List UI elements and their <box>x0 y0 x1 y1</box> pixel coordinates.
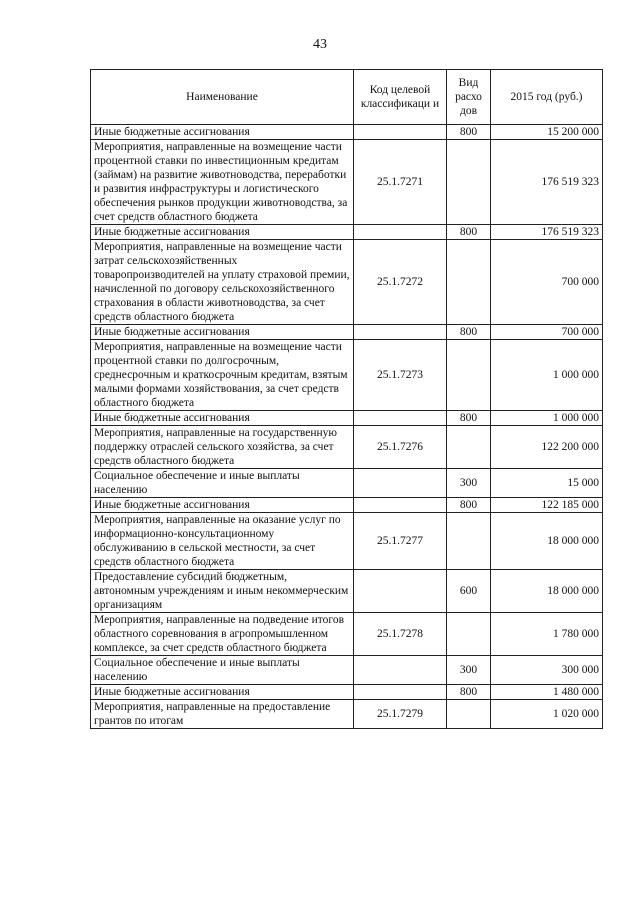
cell-sum: 176 519 323 <box>491 140 603 225</box>
table-row <box>91 513 603 570</box>
cell-code: 25.1.7272 <box>354 240 447 325</box>
table-body <box>91 125 603 729</box>
cell-code <box>354 411 447 426</box>
header-name: Наименование <box>91 70 354 125</box>
cell-name: Предоставление субсидий бюджетным, автономным учреждениям и иным некоммерческим организациям <box>91 570 354 613</box>
cell-code <box>354 498 447 513</box>
cell-type <box>447 240 491 325</box>
cell-type: 800 <box>447 225 491 240</box>
cell-sum: 15 200 000 <box>491 125 603 140</box>
cell-code: 25.1.7277 <box>354 513 447 570</box>
table-row <box>91 656 603 685</box>
cell-type: 800 <box>447 125 491 140</box>
table-row <box>91 325 603 340</box>
table-row <box>91 125 603 140</box>
cell-name: Мероприятия, направленные на государственную поддержку отраслей сельского хозяйства, за счет средств областного бюджета <box>91 426 354 469</box>
cell-type <box>447 340 491 411</box>
cell-code: 25.1.7273 <box>354 340 447 411</box>
table-row <box>91 225 603 240</box>
cell-name: Мероприятия, направленные на предоставление грантов по итогам <box>91 700 354 729</box>
cell-code: 25.1.7278 <box>354 613 447 656</box>
cell-name: Мероприятия, направленные на возмещение части процентной ставки по инвестиционным кредитам (займам) на развитие животноводства, переработки и развития инфраструктуры и логистического обеспечения рынков продукции животноводства, за счет средств областного бюджета <box>91 140 354 225</box>
table-row <box>91 498 603 513</box>
cell-sum: 700 000 <box>491 325 603 340</box>
cell-name: Иные бюджетные ассигнования <box>91 225 354 240</box>
cell-code: 25.1.7276 <box>354 426 447 469</box>
cell-name: Иные бюджетные ассигнования <box>91 685 354 700</box>
page-number: 43 <box>313 37 327 52</box>
cell-sum: 700 000 <box>491 240 603 325</box>
cell-name: Иные бюджетные ассигнования <box>91 325 354 340</box>
cell-code <box>354 469 447 498</box>
cell-sum: 18 000 000 <box>491 513 603 570</box>
cell-type <box>447 426 491 469</box>
header-sum: 2015 год (руб.) <box>491 70 603 125</box>
table-row <box>91 426 603 469</box>
cell-code: 25.1.7279 <box>354 700 447 729</box>
table-row <box>91 685 603 700</box>
cell-name: Социальное обеспечение и иные выплаты населению <box>91 656 354 685</box>
cell-type: 800 <box>447 685 491 700</box>
cell-code: 25.1.7271 <box>354 140 447 225</box>
budget-table <box>90 69 603 729</box>
cell-sum: 1 480 000 <box>491 685 603 700</box>
table-row <box>91 570 603 613</box>
cell-name: Мероприятия, направленные на возмещение части затрат сельскохозяйственных товаропроизводителей на уплату страховой премии, начисленной по договору сельскохозяйственного страхования в области животноводства, за счет средств областного бюджета <box>91 240 354 325</box>
cell-type <box>447 613 491 656</box>
cell-name: Иные бюджетные ассигнования <box>91 411 354 426</box>
cell-type: 600 <box>447 570 491 613</box>
cell-type: 300 <box>447 469 491 498</box>
table-header-row <box>91 70 603 125</box>
table-row <box>91 411 603 426</box>
cell-type: 800 <box>447 411 491 426</box>
cell-name: Мероприятия, направленные на подведение итогов областного соревнования в агропромышленном комплексе, за счет средств областного бюджета <box>91 613 354 656</box>
cell-name: Иные бюджетные ассигнования <box>91 498 354 513</box>
cell-name: Социальное обеспечение и иные выплаты населению <box>91 469 354 498</box>
cell-type <box>447 140 491 225</box>
header-type: Вид расхо дов <box>447 70 491 125</box>
cell-sum: 1 000 000 <box>491 340 603 411</box>
cell-name: Мероприятия, направленные на оказание услуг по информационно-консультационному обслуживанию в сельской местности, за счет средств областного бюджета <box>91 513 354 570</box>
cell-code <box>354 125 447 140</box>
cell-code <box>354 570 447 613</box>
table-row <box>91 700 603 729</box>
cell-sum: 176 519 323 <box>491 225 603 240</box>
cell-name: Иные бюджетные ассигнования <box>91 125 354 140</box>
cell-sum: 1 000 000 <box>491 411 603 426</box>
cell-name: Мероприятия, направленные на возмещение части процентной ставки по долгосрочным, среднесрочным и краткосрочным кредитам, взятым малыми формами хозяйствования, за счет средств областного бюджета <box>91 340 354 411</box>
cell-sum: 122 185 000 <box>491 498 603 513</box>
cell-sum: 15 000 <box>491 469 603 498</box>
table-row <box>91 140 603 225</box>
cell-type <box>447 700 491 729</box>
cell-code <box>354 325 447 340</box>
cell-type <box>447 513 491 570</box>
cell-sum: 300 000 <box>491 656 603 685</box>
header-code: Код целевой классификаци и <box>354 70 447 125</box>
cell-code <box>354 225 447 240</box>
cell-sum: 122 200 000 <box>491 426 603 469</box>
table-row <box>91 613 603 656</box>
cell-type: 300 <box>447 656 491 685</box>
table-row <box>91 340 603 411</box>
cell-sum: 18 000 000 <box>491 570 603 613</box>
table-row <box>91 469 603 498</box>
cell-sum: 1 020 000 <box>491 700 603 729</box>
cell-code <box>354 685 447 700</box>
cell-code <box>354 656 447 685</box>
cell-sum: 1 780 000 <box>491 613 603 656</box>
cell-type: 800 <box>447 498 491 513</box>
table-row <box>91 240 603 325</box>
cell-type: 800 <box>447 325 491 340</box>
